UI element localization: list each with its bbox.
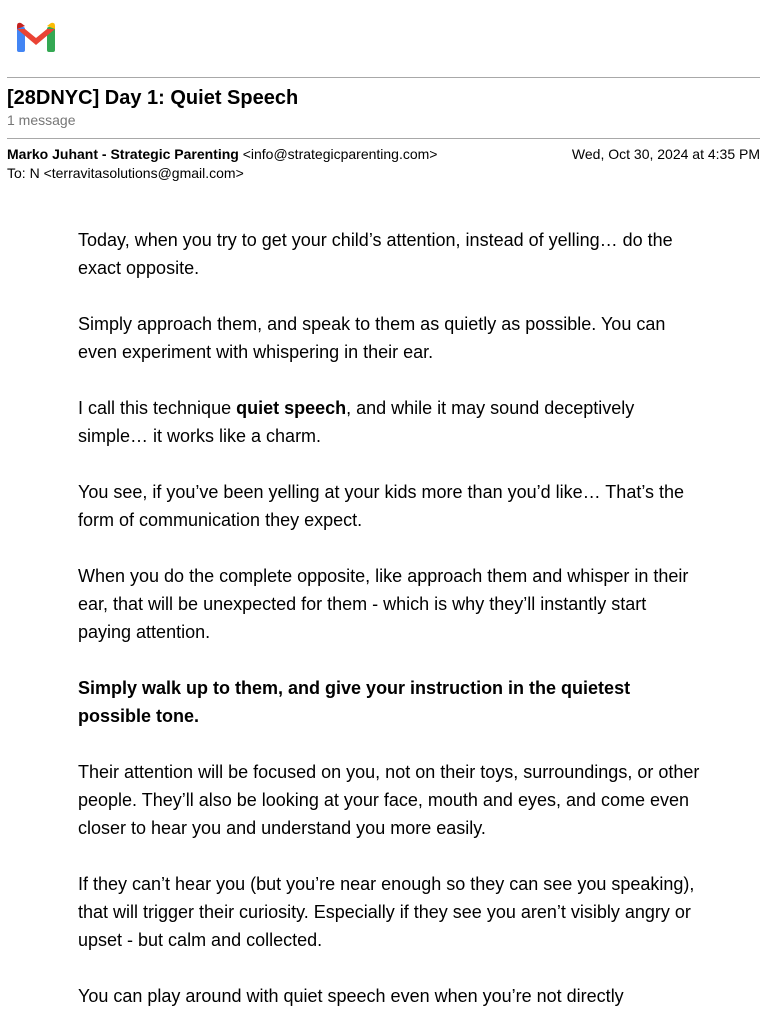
- body-text: , and while it may sound deceptively simple… it works like a charm.: [78, 398, 635, 446]
- key-instruction: Simply walk up to them, and give your instruction in the quietest possible tone.: [78, 678, 631, 726]
- sender-line: [7, 145, 437, 163]
- sender-email[interactable]: <info@strategicparenting.com>: [242, 146, 438, 162]
- body-paragraph: Their attention will be focused on you, not on their toys, surroundings, or other people. They’ll also be looking at your face, mouth and eyes, and come even closer to hear you and understand you more easily.: [78, 762, 700, 838]
- body-text: I call this technique: [78, 398, 237, 418]
- recipient-line: To: N <terravitasolutions@gmail.com>: [7, 165, 244, 181]
- message-count: 1 message: [7, 112, 76, 128]
- subject-divider: [7, 138, 760, 139]
- gmail-logo-icon[interactable]: [16, 22, 56, 52]
- sender-name: Marko Juhant - Strategic Parenting: [7, 146, 239, 162]
- body-paragraph: If they can’t hear you (but you’re near enough so they can see you speaking), that will trigger their curiosity. Especially if they see you aren’t visibly angry or upset - but calm and collected.: [78, 874, 695, 950]
- body-paragraph: You can play around with quiet speech even when you’re not directly: [78, 986, 624, 1006]
- body-paragraph: You see, if you’ve been yelling at your kids more than you’d like… That’s the form of communication they expect.: [78, 482, 685, 530]
- body-paragraph: When you do the complete opposite, like approach them and whisper in their ear, that will be unexpected for them - which is why they’ll instantly start paying attention.: [78, 566, 689, 642]
- body-paragraph-bold: [78, 674, 704, 730]
- email-subject: [28DNYC] Day 1: Quiet Speech: [7, 87, 299, 109]
- technique-name: quiet speech: [236, 398, 347, 418]
- email-body: [78, 226, 704, 1024]
- body-paragraph: Simply approach them, and speak to them as quietly as possible. You can even experiment with whispering in their ear.: [78, 314, 666, 362]
- email-date: Wed, Oct 30, 2024 at 4:35 PM: [571, 146, 760, 162]
- header-divider: [7, 77, 760, 78]
- body-paragraph: [78, 394, 704, 450]
- body-paragraph: Today, when you try to get your child’s attention, instead of yelling… do the exact opposite.: [78, 230, 673, 278]
